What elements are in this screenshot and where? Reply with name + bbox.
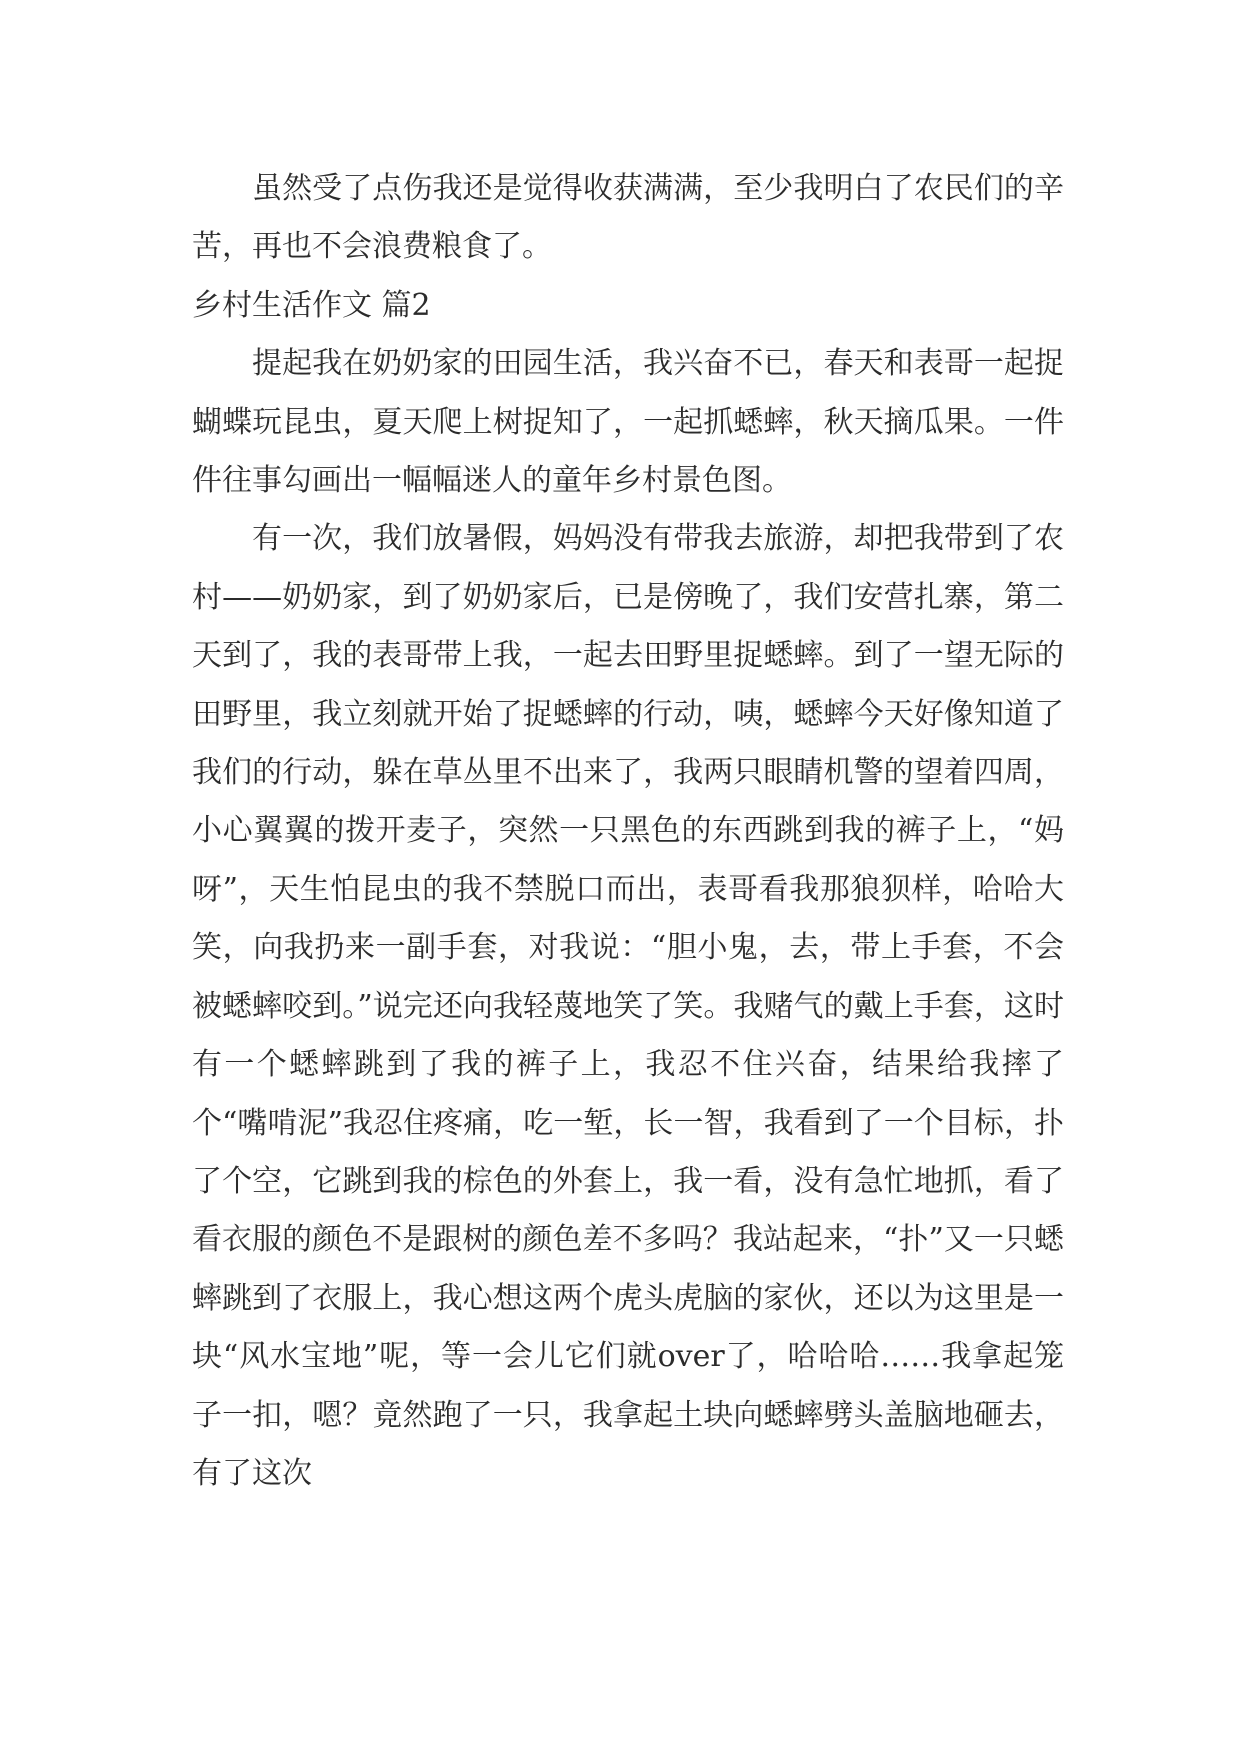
paragraph-memories: 提起我在奶奶家的田园生活，我兴奋不已，春天和表哥一起捉蝴蝶玩昆虫，夏天爬上树捉知了，一起抓蟋蟀，秋天摘瓜果。一件件往事勾画出一幅幅迷人的童年乡村景色图。 <box>192 346 1064 499</box>
section-heading: 乡村生活作文 篇2 <box>192 287 431 323</box>
intro-paragraph: 虽然受了点伤我还是觉得收获满满，至少我明白了农民们的辛苦，再也不会浪费粮食了。 <box>192 171 1064 265</box>
article-body <box>192 160 1064 1503</box>
paragraph-cricket-story: 有一次，我们放暑假，妈妈没有带我去旅游，却把我带到了农村——奶奶家，到了奶奶家后，已是傍晚了，我们安营扎寨，第二天到了，我的表哥带上我，一起去田野里捉蟋蟀。到了一望无际的田野里，我立刻就开始了捉蟋蟀的行动，咦，蟋蟀今天好像知道了我们的行动，躲在草丛里不出来了，我两只眼睛机警的望着四周，小心翼翼的拨开麦子，突然一只黑色的东西跳到我的裤子上，“妈呀”，天生怕昆虫的我不禁脱口而出，表哥看我那狼狈样，哈哈大笑，向我扔来一副手套，对我说：“胆小鬼，去，带上手套，不会被蟋蟀咬到。”说完还向我轻蔑地笑了笑。我赌气的戴上手套，这时有一个蟋蟀跳到了我的裤子上，我忍不住兴奋，结果给我摔了个“嘴啃泥”我忍住疼痛，吃一堑，长一智，我看到了一个目标，扑了个空，它跳到我的棕色的外套上，我一看，没有急忙地抓，看了看衣服的颜色不是跟树的颜色差不多吗？我站起来，“扑”又一只蟋蟀跳到了衣服上，我心想这两个虎头虎脑的家伙，还以为这里是一块“风水宝地”呢，等一会儿它们就over了，哈哈哈……我拿起笼子一扣，嗯？竟然跑了一只，我拿起土块向蟋蟀劈头盖脑地砸去，有了这次 <box>192 521 1064 1491</box>
